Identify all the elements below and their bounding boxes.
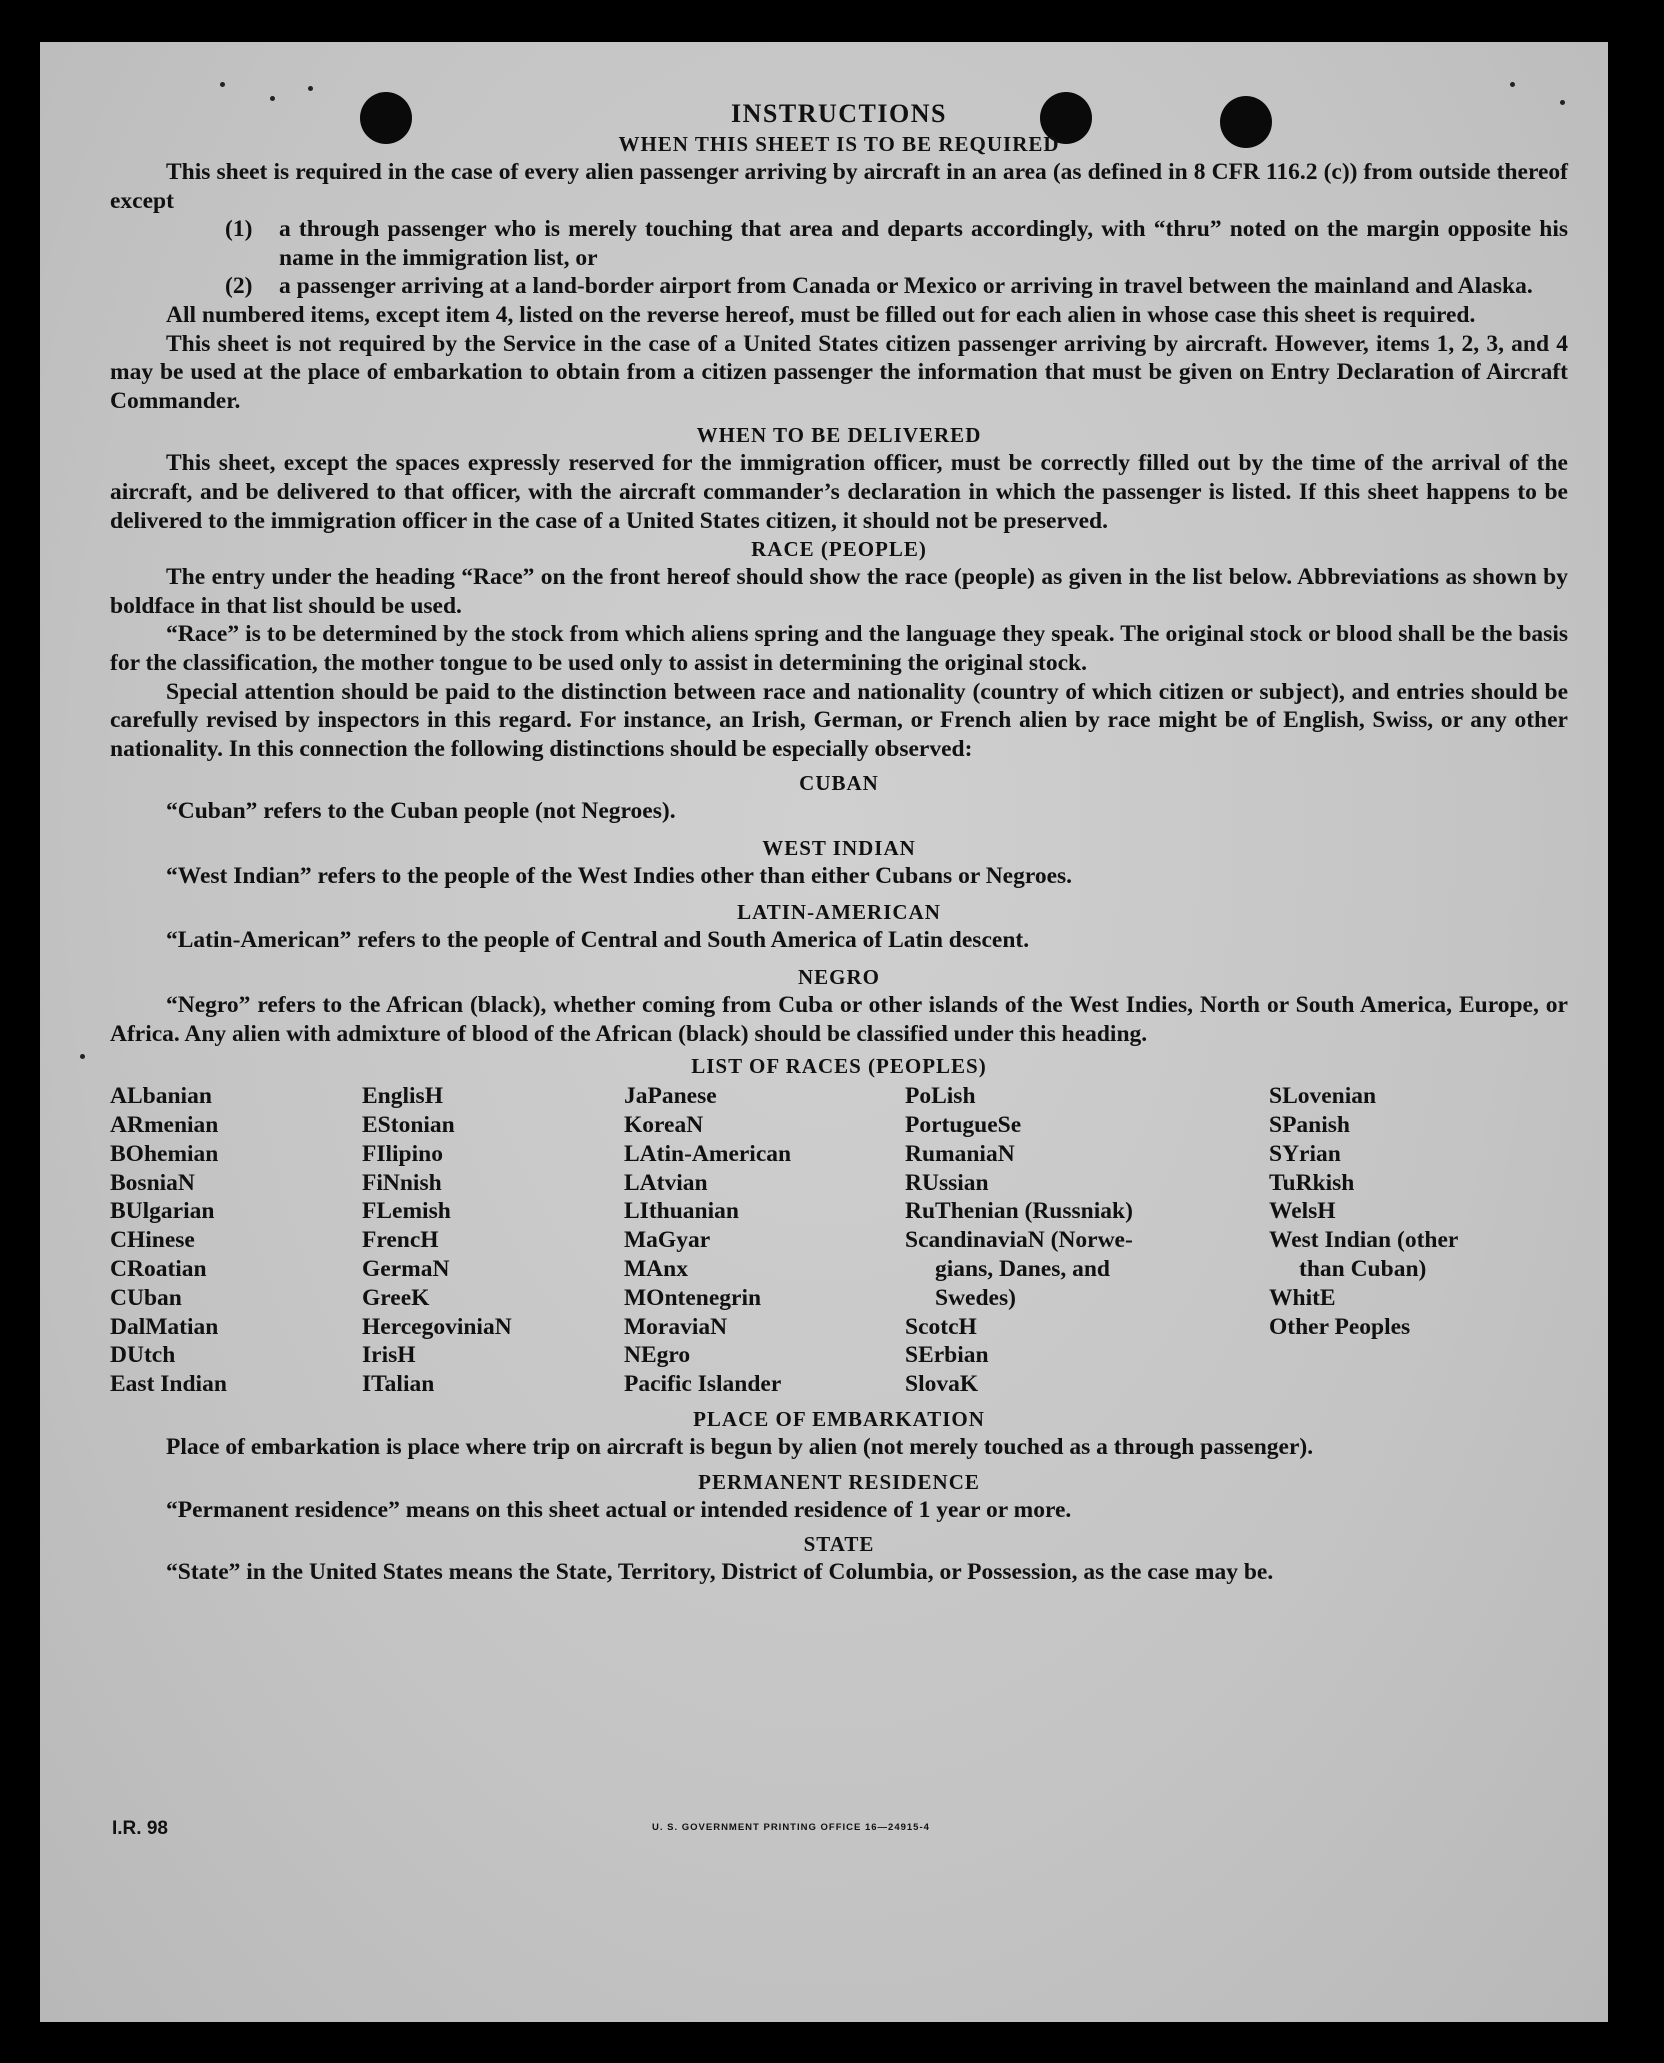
race-entry: West Indian (other xyxy=(1269,1227,1459,1254)
race-entry: WhitE xyxy=(1269,1284,1336,1311)
section-heading-race: RACE (PEOPLE) xyxy=(751,537,927,562)
item-text: a through passenger who is merely touching that area and departs accordingly, with “thru” noted on the margin opposite his name in the immigration list, or xyxy=(279,216,1568,271)
race-entry: RuThenian (Russniak) xyxy=(905,1198,1133,1225)
exception-item xyxy=(110,215,1568,272)
race-entry: Swedes) xyxy=(935,1284,1016,1311)
section-heading-cuban: CUBAN xyxy=(799,771,879,796)
race-column xyxy=(1269,1082,1559,1399)
section-heading-west-indian: WEST INDIAN xyxy=(762,835,916,860)
required-intro: This sheet is required in the case of every alien passenger arriving by aircraft in an area (as defined in 8 CFR 116.2 (c)) from outside thereof except xyxy=(110,159,1568,214)
section-heading-residence: PERMANENT RESIDENCE xyxy=(698,1469,980,1494)
race-entry: FrencH xyxy=(362,1227,439,1254)
race-entry: SPanish xyxy=(1269,1112,1350,1139)
race-entry: LAtin-American xyxy=(624,1140,792,1167)
race-column xyxy=(905,1082,1269,1399)
race-entry: MOntenegrin xyxy=(624,1284,762,1311)
race-paragraph-3: Special attention should be paid to the distinction between race and nationality (country of which citizen or subject), and entries should be carefully revised by inspectors in this regard. For instance, an Irish, German, or French alien by race might be of English, Swiss, or any other nationality. In this connection the following distinctions should be especially observed: xyxy=(110,678,1568,762)
section-heading-delivered: WHEN TO BE DELIVERED xyxy=(696,423,982,448)
section-heading-negro: NEGRO xyxy=(797,965,880,990)
page-title: INSTRUCTIONS xyxy=(731,99,947,128)
race-entry: FIlipino xyxy=(362,1140,443,1167)
race-entry: FLemish xyxy=(362,1198,451,1225)
race-entry: BOhemian xyxy=(110,1140,219,1167)
instructions-content xyxy=(110,98,1568,1587)
state-paragraph: “State” in the United States means the State, Territory, District of Columbia, or Possession, as the case may be. xyxy=(166,1559,1274,1586)
race-entry: RumaniaN xyxy=(905,1140,1015,1167)
race-entry: WelsH xyxy=(1269,1198,1336,1225)
race-entry: ALbanian xyxy=(110,1083,212,1110)
race-entry: Other Peoples xyxy=(1269,1313,1411,1340)
race-entry: DalMatian xyxy=(110,1313,219,1340)
section-heading-required: WHEN THIS SHEET IS TO BE REQUIRED xyxy=(618,132,1060,156)
race-entry: ScandinaviaN (Norwe- xyxy=(905,1227,1133,1254)
race-column xyxy=(110,1082,362,1399)
item-number: (2) xyxy=(225,273,253,300)
section-heading-latin-american: LATIN-AMERICAN xyxy=(737,900,941,925)
residence-paragraph: “Permanent residence” means on this sheet actual or intended residence of 1 year or more. xyxy=(166,1496,1072,1523)
race-entry: SlovaK xyxy=(905,1371,979,1398)
race-entry: GreeK xyxy=(362,1284,430,1311)
printer-imprint: U. S. GOVERNMENT PRINTING OFFICE 16—24915-4 xyxy=(652,1822,930,1833)
item-number: (1) xyxy=(225,216,253,243)
race-entry: IrisH xyxy=(362,1342,416,1369)
latin-american-paragraph: “Latin-American” refers to the people of Central and South America of Latin descent. xyxy=(166,927,1030,954)
section-heading-state: STATE xyxy=(803,1532,875,1557)
required-paragraph-2: All numbered items, except item 4, listed on the reverse hereof, must be filled out for each alien in whose case this sheet is required. xyxy=(166,301,1476,328)
cuban-paragraph: “Cuban” refers to the Cuban people (not Negroes). xyxy=(166,798,676,825)
document-sheet xyxy=(40,42,1608,2022)
race-entry: SErbian xyxy=(905,1342,989,1369)
race-entry: ScotcH xyxy=(905,1313,977,1340)
embarkation-paragraph: Place of embarkation is place where trip on aircraft is begun by alien (not merely touched as a through passenger). xyxy=(166,1434,1314,1461)
race-entry: BUlgarian xyxy=(110,1198,215,1225)
speck xyxy=(1510,82,1515,87)
race-paragraph-1: The entry under the heading “Race” on the front hereof should show the race (people) as given in the list below. Abbreviations as shown by boldface in that list should be used. xyxy=(110,564,1568,619)
race-entry: MaGyar xyxy=(624,1227,711,1254)
race-column xyxy=(362,1082,624,1399)
race-entry: JaPanese xyxy=(624,1083,717,1110)
section-heading-embarkation: PLACE OF EMBARKATION xyxy=(693,1407,985,1432)
form-id: I.R. 98 xyxy=(112,1818,168,1839)
race-entry: RUssian xyxy=(905,1169,989,1196)
race-column xyxy=(624,1082,905,1399)
speck xyxy=(308,86,313,91)
race-entry: FiNnish xyxy=(362,1169,442,1196)
race-entry: HercegoviniaN xyxy=(362,1313,512,1340)
race-entry: GermaN xyxy=(362,1256,450,1283)
race-entry: ITalian xyxy=(362,1371,435,1398)
speck xyxy=(80,1054,85,1059)
delivered-paragraph: This sheet, except the spaces expressly reserved for the immigration officer, must be correctly filled out by the time of the arrival of the aircraft, and be delivered to that officer, with the aircraft commander’s declaration in which the passenger is listed. If this sheet happens to be delivered to the immigration officer in the case of a United States citizen, it should not be preserved. xyxy=(110,450,1568,534)
race-entry: TuRkish xyxy=(1269,1169,1355,1196)
race-entry: LIthuanian xyxy=(624,1198,739,1225)
race-entry: EnglisH xyxy=(362,1083,443,1110)
race-entry: NEgro xyxy=(624,1342,691,1369)
race-entry: CUban xyxy=(110,1284,182,1311)
race-entry: DUtch xyxy=(110,1342,176,1369)
race-entry: MoraviaN xyxy=(624,1313,728,1340)
race-entry: gians, Danes, and xyxy=(935,1256,1110,1283)
race-entry: MAnx xyxy=(624,1256,688,1283)
race-entry: East Indian xyxy=(110,1371,227,1398)
item-text: a passenger arriving at a land-border airport from Canada or Mexico or arriving in travel between the mainland and Alaska. xyxy=(279,273,1533,300)
race-entry: than Cuban) xyxy=(1299,1256,1427,1283)
race-entry: EStonian xyxy=(362,1112,455,1139)
race-entry: PortugueSe xyxy=(905,1112,1022,1139)
negro-paragraph: “Negro” refers to the African (black), whether coming from Cuba or other islands of the West Indies, North or South America, Europe, or Africa. Any alien with admixture of blood of the African (black) should be classified under this heading. xyxy=(110,992,1568,1047)
race-paragraph-2: “Race” is to be determined by the stock from which aliens spring and the language they speak. The original stock or blood shall be the basis for the classification, the mother tongue to be used only to assist in determining the original stock. xyxy=(110,621,1568,676)
race-entry: CRoatian xyxy=(110,1256,207,1283)
race-entry: KoreaN xyxy=(624,1112,704,1139)
race-entry: SLovenian xyxy=(1269,1083,1377,1110)
race-entry: ARmenian xyxy=(110,1112,219,1139)
exception-item xyxy=(110,272,1568,301)
race-entry: Pacific Islander xyxy=(624,1371,782,1398)
race-entry: BosniaN xyxy=(110,1169,195,1196)
required-paragraph-3: This sheet is not required by the Service in the case of a United States citizen passenger arriving by aircraft. However, items 1, 2, 3, and 4 may be used at the place of embarkation to obtain from a citizen passenger the information that must be given on Entry Declaration of Aircraft Commander. xyxy=(110,330,1568,414)
speck xyxy=(220,82,225,87)
section-heading-list: LIST OF RACES (PEOPLES) xyxy=(691,1054,987,1079)
race-list xyxy=(110,1082,1568,1399)
race-entry: LAtvian xyxy=(624,1169,708,1196)
race-entry: SYrian xyxy=(1269,1140,1341,1167)
race-entry: CHinese xyxy=(110,1227,195,1254)
race-entry: PoLish xyxy=(905,1083,976,1110)
west-indian-paragraph: “West Indian” refers to the people of the West Indies other than either Cubans or Negroes. xyxy=(166,862,1073,889)
